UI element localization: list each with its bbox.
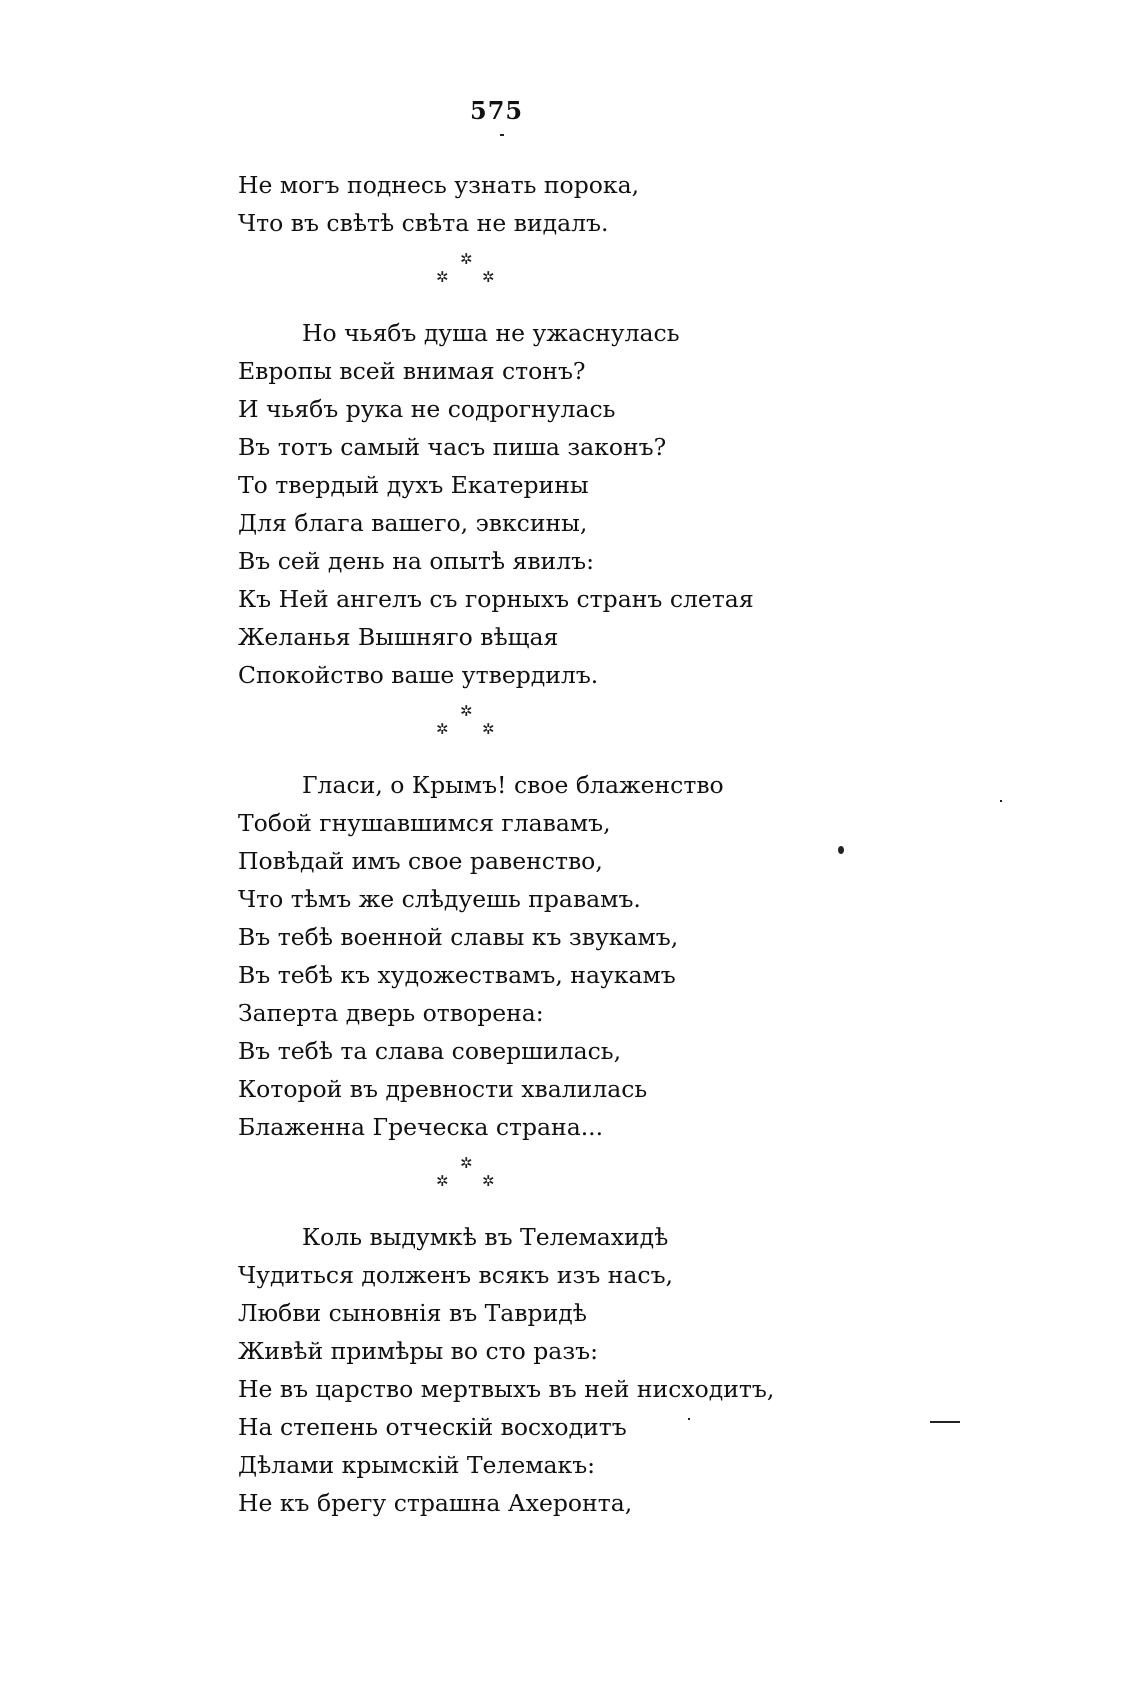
print-speck bbox=[838, 846, 844, 854]
verse-line: Не къ брегу страшна Ахеронта, bbox=[238, 1489, 633, 1517]
verse-line: И чьябъ рука не содрогнулась bbox=[238, 395, 616, 423]
page-number-mark bbox=[500, 134, 504, 136]
verse-line: Гласи, о Крымъ! свое блаженство bbox=[302, 771, 724, 799]
verse-line: Что тѣмъ же слѣдуешь правамъ. bbox=[238, 885, 641, 913]
print-speck bbox=[930, 1421, 960, 1423]
stanza-separator bbox=[238, 242, 878, 314]
verse-line: Спокойство ваше утвердилъ. bbox=[238, 661, 599, 689]
verse-line: Чудиться долженъ всякъ изъ насъ, bbox=[238, 1261, 674, 1289]
stanza-separator bbox=[238, 1146, 878, 1218]
verse-line: Которой въ древности хвалилась bbox=[238, 1075, 648, 1103]
verse-line: Блаженна Греческа страна... bbox=[238, 1113, 604, 1141]
asterism-star: ✲ bbox=[460, 250, 473, 268]
verse-line: Въ тебѣ та слава совершилась, bbox=[238, 1037, 622, 1065]
verse-line: Въ тебѣ военной славы къ звукамъ, bbox=[238, 923, 679, 951]
asterism-star: ✲ bbox=[460, 1154, 473, 1172]
page-number: 575 bbox=[470, 96, 524, 125]
verse-line: Къ Ней ангелъ съ горныхъ странъ слетая bbox=[238, 585, 754, 613]
verse-line: Въ тебѣ къ художествамъ, наукамъ bbox=[238, 961, 676, 989]
verse-line: Не могъ поднесь узнать порока, bbox=[238, 171, 640, 199]
verse-line: Повѣдай имъ свое равенство, bbox=[238, 847, 603, 875]
verse-line: Живѣй примѣры во сто разъ: bbox=[238, 1337, 599, 1365]
verse-line: Любви сыновнія въ Тавридѣ bbox=[238, 1299, 587, 1327]
verse-line: То твердый духъ Екатерины bbox=[238, 471, 589, 499]
print-speck bbox=[1000, 800, 1002, 802]
stanza-separator bbox=[238, 694, 878, 766]
asterism-star: ✲ bbox=[460, 702, 473, 720]
asterism-star: ✲ bbox=[482, 268, 495, 286]
asterism-star: ✲ bbox=[436, 1172, 449, 1190]
verse-line: Не въ царство мертвыхъ въ ней нисходитъ, bbox=[238, 1375, 775, 1403]
verse-line: Европы всей внимая стонъ? bbox=[238, 357, 586, 385]
verse-line: Заперта дверь отворена: bbox=[238, 999, 544, 1027]
print-speck bbox=[688, 1418, 690, 1420]
verse-line: Въ тотъ самый часъ пиша законъ? bbox=[238, 433, 667, 461]
verse-line: На степень отческій восходитъ bbox=[238, 1413, 627, 1441]
stanza bbox=[238, 1218, 878, 1522]
verse-line: Желанья Вышняго вѣщая bbox=[238, 623, 559, 651]
stanza bbox=[238, 766, 878, 1146]
verse-line: Что въ свѣтѣ свѣта не видалъ. bbox=[238, 209, 609, 237]
asterism-star: ✲ bbox=[482, 720, 495, 738]
asterism-star: ✲ bbox=[436, 720, 449, 738]
verse-line: Для блага вашего, эвксины, bbox=[238, 509, 588, 537]
stanza bbox=[238, 314, 878, 694]
asterism-star: ✲ bbox=[436, 268, 449, 286]
asterism-star: ✲ bbox=[482, 1172, 495, 1190]
verse-line: Коль выдумкѣ въ Телемахидѣ bbox=[302, 1223, 669, 1251]
poem-text bbox=[238, 166, 878, 1522]
verse-line: Дѣлами крымскій Телемакъ: bbox=[238, 1451, 596, 1479]
verse-line: Тобой гнушавшимся главамъ, bbox=[238, 809, 611, 837]
verse-line: Въ сей день на опытѣ явилъ: bbox=[238, 547, 595, 575]
verse-line: Но чьябъ душа не ужаснулась bbox=[302, 319, 680, 347]
stanza bbox=[238, 166, 878, 242]
